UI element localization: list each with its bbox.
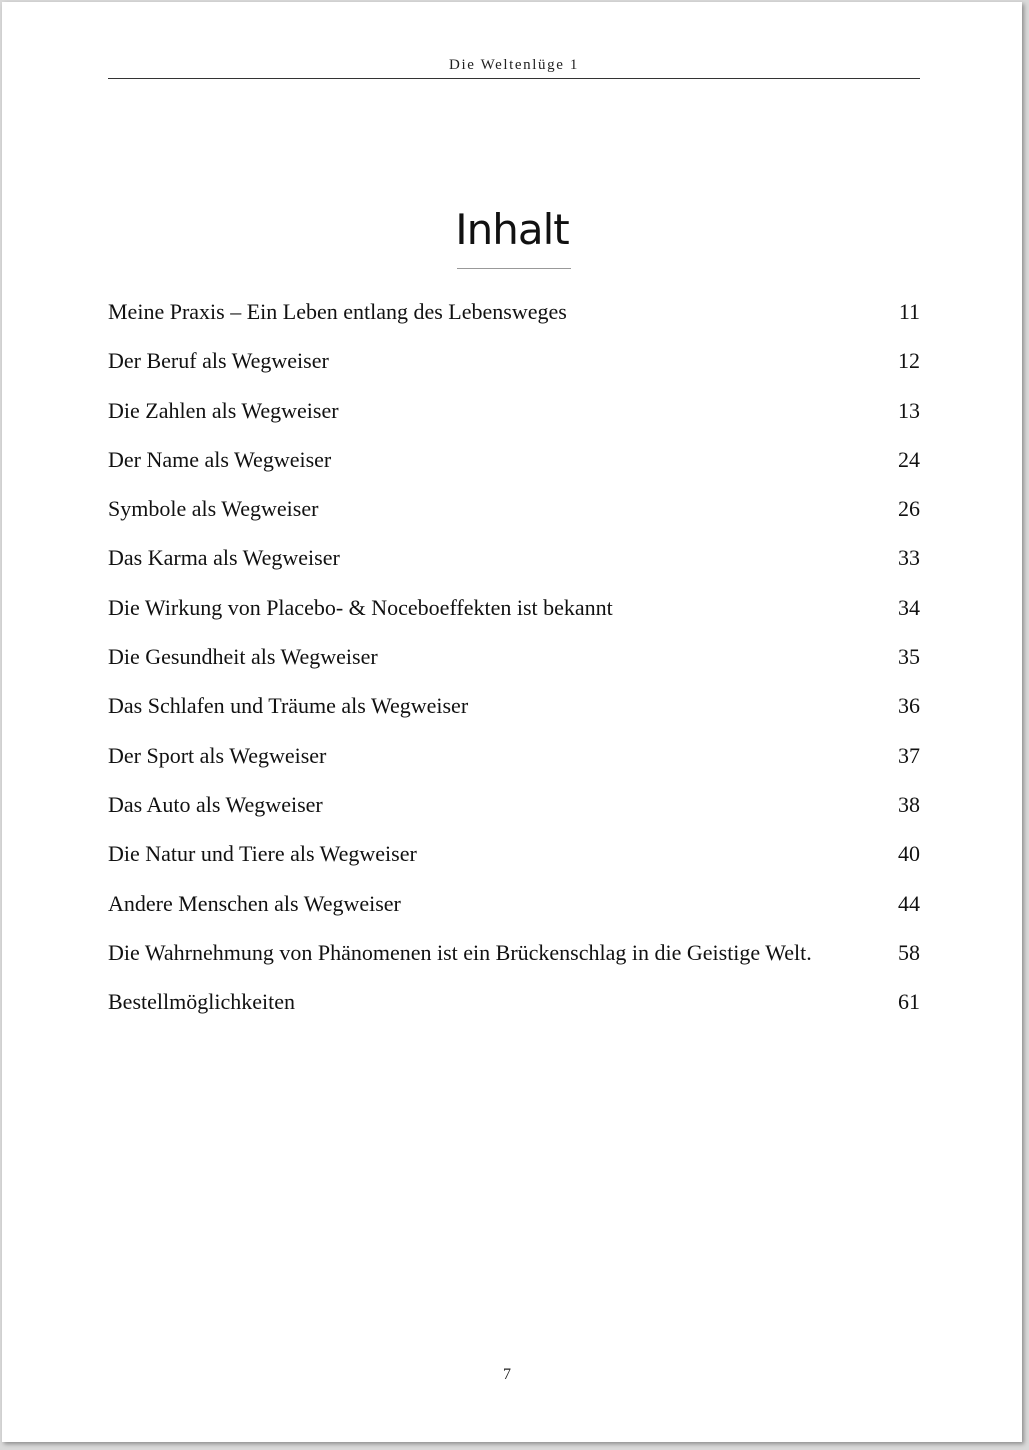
toc-entry-page: 36 — [898, 693, 920, 719]
toc-entry[interactable] — [108, 984, 920, 1033]
toc-entry-page: 35 — [898, 644, 920, 670]
toc-entry-label: Das Schlafen und Träume als Wegweiser — [108, 693, 469, 719]
toc-entry[interactable] — [108, 787, 920, 836]
title-underline — [457, 268, 571, 269]
toc-entry-page: 61 — [898, 989, 920, 1015]
toc-entry[interactable] — [108, 639, 920, 688]
toc-entry-page: 37 — [898, 742, 920, 768]
toc-entry[interactable] — [108, 442, 920, 491]
toc-entry[interactable] — [108, 294, 920, 343]
toc-entry-label: Andere Menschen als Wegweiser — [108, 890, 401, 916]
toc-entry-page: 44 — [898, 890, 920, 916]
toc-entry-label: Die Zahlen als Wegweiser — [108, 397, 339, 423]
toc-entry[interactable] — [108, 491, 920, 540]
toc-entry[interactable] — [108, 836, 920, 885]
toc-entry[interactable] — [108, 540, 920, 589]
toc-entry-label: Meine Praxis – Ein Leben entlang des Lebensweges — [108, 299, 567, 324]
toc-entry-page: 13 — [898, 397, 920, 423]
toc-entry-label: Die Wahrnehmung von Phänomenen ist ein Brückenschlag in die Geistige Welt. — [108, 939, 812, 965]
toc-entry-page: 58 — [898, 939, 920, 965]
toc-entry[interactable] — [108, 886, 920, 935]
toc-entry-page: 34 — [898, 594, 920, 620]
toc-entry-page: 11 — [898, 299, 920, 324]
toc-entry-page: 38 — [898, 791, 920, 817]
page-number: 7 — [503, 1366, 511, 1383]
toc-entry-label: Der Name als Wegweiser — [108, 446, 332, 472]
toc-entry-label: Die Wirkung von Placebo- & Noceboeffekten ist bekannt — [108, 594, 613, 620]
toc-title: Inhalt — [455, 205, 569, 254]
toc-entry-label: Der Sport als Wegweiser — [108, 742, 327, 768]
toc-entry-page: 26 — [898, 496, 920, 522]
toc-entry-page: 24 — [898, 446, 920, 472]
toc-entry[interactable] — [108, 393, 920, 442]
running-head: Die Weltenlüge 1 — [449, 57, 579, 73]
header-rule — [108, 78, 920, 79]
toc-entry-label: Die Natur und Tiere als Wegweiser — [108, 841, 417, 867]
toc-entry[interactable] — [108, 738, 920, 787]
toc-entry-label: Symbole als Wegweiser — [108, 496, 319, 522]
toc-entry-label: Die Gesundheit als Wegweiser — [108, 644, 378, 670]
toc-entry-label: Das Auto als Wegweiser — [108, 791, 323, 817]
toc-entry-page: 33 — [898, 545, 920, 571]
toc-entry-page: 40 — [898, 841, 920, 867]
toc-entry-page: 12 — [898, 348, 920, 374]
toc-entry-label: Bestellmöglichkeiten — [108, 989, 295, 1015]
toc-entry[interactable] — [108, 343, 920, 392]
toc-entry-label: Das Karma als Wegweiser — [108, 545, 340, 571]
toc-entry[interactable] — [108, 590, 920, 639]
table-of-contents — [108, 294, 920, 1033]
toc-entry[interactable] — [108, 935, 920, 984]
toc-entry[interactable] — [108, 688, 920, 737]
document-page — [2, 2, 1022, 1442]
toc-entry-label: Der Beruf als Wegweiser — [108, 348, 329, 374]
